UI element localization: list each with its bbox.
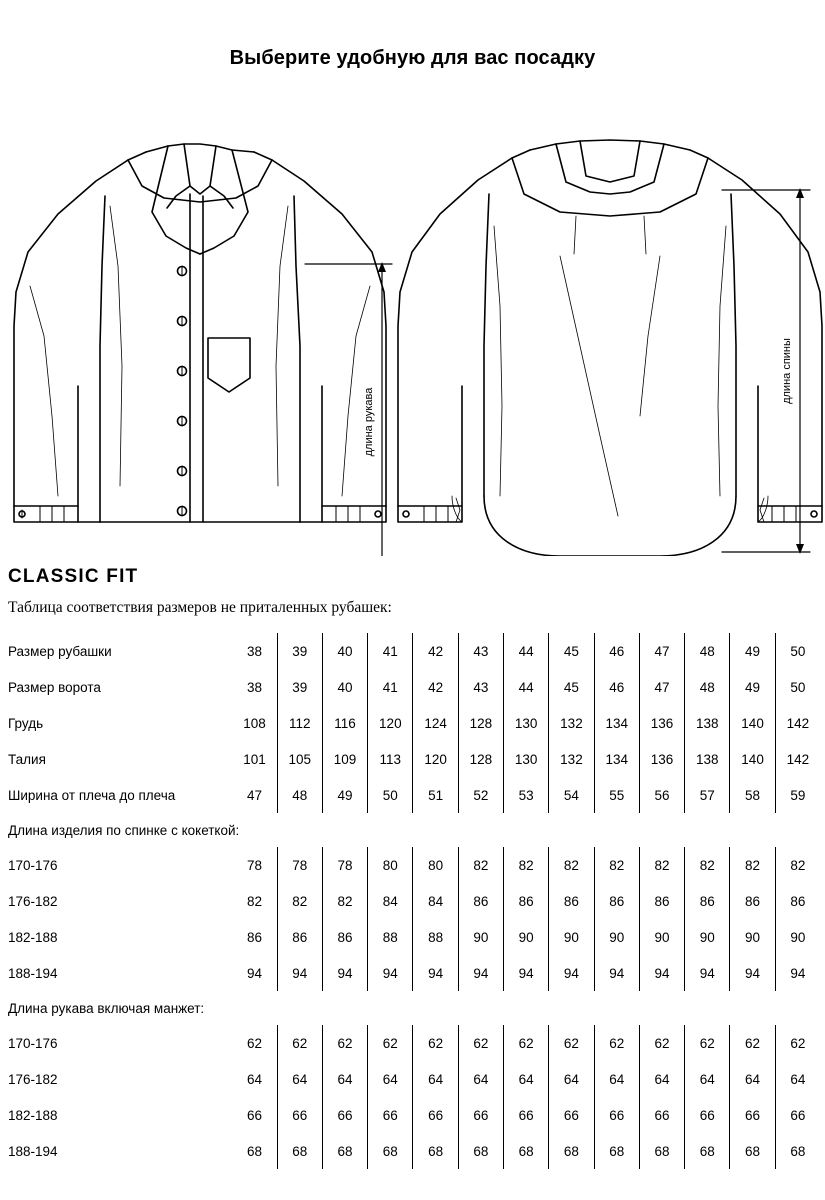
cell: 39 <box>277 669 322 705</box>
table-row <box>8 919 820 955</box>
cell: 68 <box>458 1133 503 1169</box>
cell: 64 <box>594 1061 639 1097</box>
cell: 62 <box>504 1025 549 1061</box>
cell: 82 <box>639 847 684 883</box>
row-label: 188-194 <box>8 965 58 981</box>
cell: 142 <box>775 741 820 777</box>
cell: 48 <box>685 669 730 705</box>
cell: 42 <box>413 669 458 705</box>
cell: 82 <box>322 883 367 919</box>
page-title: Выберите удобную для вас посадку <box>229 47 596 69</box>
cell: 80 <box>368 847 413 883</box>
cell: 113 <box>368 741 413 777</box>
cell: 44 <box>504 633 549 669</box>
cell: 59 <box>775 777 820 813</box>
cell: 62 <box>277 1025 322 1061</box>
cell: 90 <box>775 919 820 955</box>
back-shirt-outline <box>398 140 822 556</box>
cell: 66 <box>458 1097 503 1133</box>
cell: 40 <box>322 669 367 705</box>
cell: 90 <box>504 919 549 955</box>
table-row <box>8 883 820 919</box>
cell: 62 <box>458 1025 503 1061</box>
cell: 43 <box>458 669 503 705</box>
cell: 66 <box>730 1097 775 1133</box>
cell: 39 <box>277 633 322 669</box>
cell: 64 <box>730 1061 775 1097</box>
cell: 128 <box>458 705 503 741</box>
cell: 94 <box>504 955 549 991</box>
cell: 62 <box>413 1025 458 1061</box>
table-row <box>8 705 820 741</box>
cell: 54 <box>549 777 594 813</box>
cell: 66 <box>549 1097 594 1133</box>
cell: 62 <box>368 1025 413 1061</box>
cell: 78 <box>246 857 262 873</box>
cell: 66 <box>368 1097 413 1133</box>
cell: 66 <box>594 1097 639 1133</box>
cell: 134 <box>594 705 639 741</box>
cell: 82 <box>775 847 820 883</box>
cell: 94 <box>277 955 322 991</box>
cell: 94 <box>775 955 820 991</box>
cell: 62 <box>549 1025 594 1061</box>
cell: 82 <box>277 883 322 919</box>
cell: 62 <box>322 1025 367 1061</box>
cell: 48 <box>277 777 322 813</box>
table-row <box>8 669 820 705</box>
cell: 94 <box>322 955 367 991</box>
cell: 80 <box>413 847 458 883</box>
cell: 138 <box>685 741 730 777</box>
cell: 62 <box>246 1035 262 1051</box>
cell: 86 <box>594 883 639 919</box>
cell: 124 <box>413 705 458 741</box>
cell: 94 <box>685 955 730 991</box>
cell: 94 <box>368 955 413 991</box>
cell: 86 <box>504 883 549 919</box>
cell: 41 <box>368 669 413 705</box>
cell: 140 <box>730 705 775 741</box>
cell: 64 <box>413 1061 458 1097</box>
cell: 46 <box>594 633 639 669</box>
cell: 68 <box>639 1133 684 1169</box>
cell: 49 <box>730 669 775 705</box>
cell: 55 <box>594 777 639 813</box>
cell: 86 <box>685 883 730 919</box>
cell: 64 <box>458 1061 503 1097</box>
cell: 66 <box>322 1097 367 1133</box>
cell: 78 <box>322 847 367 883</box>
cell: 62 <box>594 1025 639 1061</box>
row-label: Размер рубашки <box>8 643 112 659</box>
cell: 48 <box>685 633 730 669</box>
cell: 42 <box>413 633 458 669</box>
cell: 68 <box>775 1133 820 1169</box>
cell: 62 <box>685 1025 730 1061</box>
table-row <box>8 633 820 669</box>
cell: 66 <box>413 1097 458 1133</box>
row-label: 170-176 <box>8 857 58 873</box>
row-label: 182-188 <box>8 929 58 945</box>
cell: 52 <box>458 777 503 813</box>
cell: 57 <box>685 777 730 813</box>
cell: 47 <box>639 669 684 705</box>
cell: 64 <box>368 1061 413 1097</box>
table-row <box>8 741 820 777</box>
cell: 49 <box>322 777 367 813</box>
cell: 66 <box>685 1097 730 1133</box>
cell: 64 <box>277 1061 322 1097</box>
cell: 120 <box>413 741 458 777</box>
row-label: 182-188 <box>8 1107 58 1123</box>
cell: 62 <box>639 1025 684 1061</box>
cell: 134 <box>594 741 639 777</box>
cell: 86 <box>730 883 775 919</box>
cell: 94 <box>413 955 458 991</box>
cell: 86 <box>639 883 684 919</box>
cell: 86 <box>322 919 367 955</box>
cell: 82 <box>458 847 503 883</box>
cell: 120 <box>368 705 413 741</box>
cell: 88 <box>368 919 413 955</box>
cell: 51 <box>413 777 458 813</box>
cell: 45 <box>549 633 594 669</box>
row-label: 176-182 <box>8 1071 58 1087</box>
fit-subtitle: Таблица соответствия размеров не приталенных рубашек: <box>8 599 392 616</box>
cell: 105 <box>277 741 322 777</box>
row-label: Грудь <box>8 715 44 731</box>
cell: 90 <box>730 919 775 955</box>
cell: 128 <box>458 741 503 777</box>
cell: 40 <box>322 633 367 669</box>
table-row <box>8 1025 820 1061</box>
cell: 136 <box>639 741 684 777</box>
cell: 45 <box>549 669 594 705</box>
row-label: 170-176 <box>8 1035 58 1051</box>
row-label: Талия <box>8 751 46 767</box>
cell: 64 <box>322 1061 367 1097</box>
section-header-back-length <box>8 813 820 847</box>
cell: 38 <box>246 679 262 695</box>
cell: 43 <box>458 633 503 669</box>
cell: 78 <box>277 847 322 883</box>
cell: 130 <box>504 741 549 777</box>
cell: 132 <box>549 705 594 741</box>
cell: 68 <box>277 1133 322 1169</box>
cell: 64 <box>504 1061 549 1097</box>
cell: 138 <box>685 705 730 741</box>
cell: 82 <box>504 847 549 883</box>
section-label: Длина изделия по спинке с кокеткой: <box>8 822 240 838</box>
table-row <box>8 1061 820 1097</box>
cell: 68 <box>322 1133 367 1169</box>
cell: 58 <box>730 777 775 813</box>
cell: 132 <box>549 741 594 777</box>
cell: 66 <box>246 1107 262 1123</box>
cell: 82 <box>549 847 594 883</box>
fit-title: CLASSIC FIT <box>8 566 139 587</box>
cell: 101 <box>243 751 266 767</box>
cell: 136 <box>639 705 684 741</box>
cell: 66 <box>639 1097 684 1133</box>
cell: 86 <box>277 919 322 955</box>
cell: 88 <box>413 919 458 955</box>
cell: 64 <box>246 1071 262 1087</box>
cell: 62 <box>730 1025 775 1061</box>
cell: 94 <box>639 955 684 991</box>
cell: 68 <box>504 1133 549 1169</box>
table-row <box>8 1133 820 1169</box>
cell: 82 <box>685 847 730 883</box>
row-label: 188-194 <box>8 1143 58 1159</box>
cell: 50 <box>368 777 413 813</box>
row-label: Ширина от плеча до плеча <box>8 787 176 803</box>
section-label: Длина рукава включая манжет: <box>8 1000 205 1016</box>
cell: 94 <box>458 955 503 991</box>
cell: 44 <box>504 669 549 705</box>
cell: 84 <box>413 883 458 919</box>
cell: 82 <box>246 893 262 909</box>
cell: 116 <box>322 705 367 741</box>
cell: 64 <box>639 1061 684 1097</box>
sleeve-length-label: длина рукава <box>363 387 375 457</box>
cell: 68 <box>368 1133 413 1169</box>
cell: 109 <box>322 741 367 777</box>
cell: 68 <box>685 1133 730 1169</box>
cell: 68 <box>730 1133 775 1169</box>
cell: 90 <box>549 919 594 955</box>
shirt-diagrams <box>0 86 825 556</box>
cell: 56 <box>639 777 684 813</box>
cell: 66 <box>775 1097 820 1133</box>
cell: 66 <box>504 1097 549 1133</box>
cell: 50 <box>775 633 820 669</box>
cell: 94 <box>246 965 262 981</box>
cell: 94 <box>594 955 639 991</box>
cell: 86 <box>775 883 820 919</box>
back-length-label: длина спины <box>781 338 793 404</box>
table-row <box>8 847 820 883</box>
front-shirt-outline <box>14 144 386 522</box>
cell: 64 <box>775 1061 820 1097</box>
cell: 108 <box>243 715 266 731</box>
cell: 86 <box>458 883 503 919</box>
row-label: Размер ворота <box>8 679 101 695</box>
cell: 90 <box>639 919 684 955</box>
table-row <box>8 1097 820 1133</box>
cell: 38 <box>246 643 262 659</box>
cell: 64 <box>685 1061 730 1097</box>
cell: 94 <box>730 955 775 991</box>
cell: 47 <box>246 787 262 803</box>
cell: 41 <box>368 633 413 669</box>
table-row <box>8 777 820 813</box>
cell: 50 <box>775 669 820 705</box>
cell: 94 <box>549 955 594 991</box>
cell: 68 <box>413 1133 458 1169</box>
cell: 49 <box>730 633 775 669</box>
size-table <box>8 633 820 1169</box>
cell: 82 <box>730 847 775 883</box>
cell: 86 <box>549 883 594 919</box>
cell: 68 <box>549 1133 594 1169</box>
cell: 84 <box>368 883 413 919</box>
cell: 68 <box>246 1143 262 1159</box>
cell: 46 <box>594 669 639 705</box>
row-label: 176-182 <box>8 893 58 909</box>
section-header-sleeve-length <box>8 991 820 1025</box>
cell: 66 <box>277 1097 322 1133</box>
cell: 62 <box>775 1025 820 1061</box>
cell: 90 <box>685 919 730 955</box>
cell: 82 <box>594 847 639 883</box>
shirt-illustration-svg <box>0 86 825 556</box>
cell: 140 <box>730 741 775 777</box>
cell: 53 <box>504 777 549 813</box>
cell: 130 <box>504 705 549 741</box>
cell: 90 <box>594 919 639 955</box>
cell: 47 <box>639 633 684 669</box>
cell: 64 <box>549 1061 594 1097</box>
table-row <box>8 955 820 991</box>
cell: 90 <box>458 919 503 955</box>
cell: 112 <box>277 705 322 741</box>
cell: 86 <box>246 929 262 945</box>
cell: 142 <box>775 705 820 741</box>
cell: 68 <box>594 1133 639 1169</box>
